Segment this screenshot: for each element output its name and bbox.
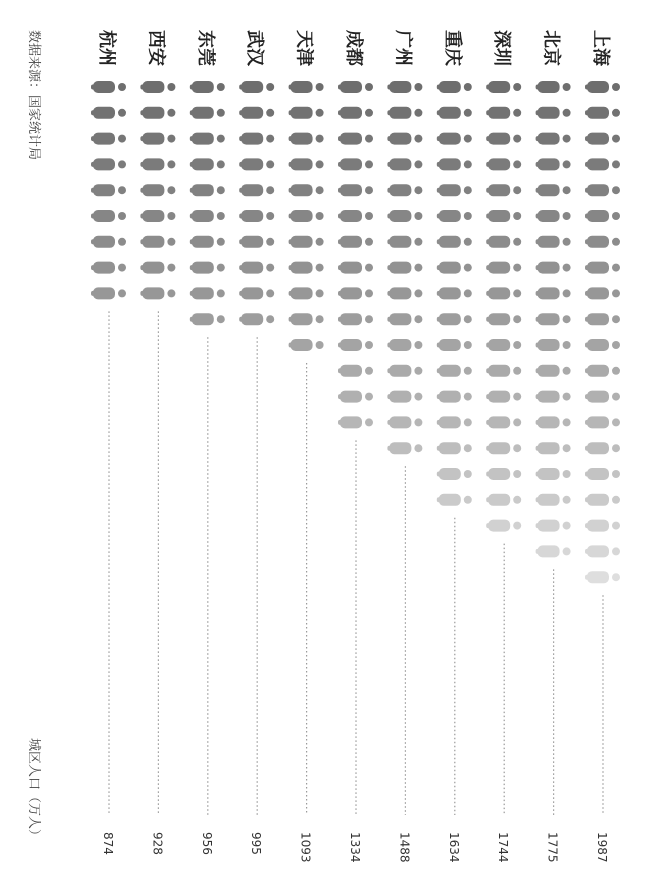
person-icon <box>486 416 521 428</box>
person-icon <box>486 365 521 377</box>
values-layer <box>101 832 609 863</box>
person-icon <box>437 236 472 248</box>
person-icon <box>437 158 472 170</box>
person-icon <box>387 442 422 454</box>
person-icon <box>289 236 324 248</box>
person-icon <box>239 158 274 170</box>
value-label: 1334 <box>348 832 362 863</box>
person-icon <box>486 287 521 299</box>
city-label: 广州 <box>392 30 414 66</box>
person-icon <box>190 210 225 222</box>
person-icon <box>437 133 472 145</box>
person-icon <box>338 236 373 248</box>
person-icon <box>536 236 571 248</box>
person-icon <box>585 158 620 170</box>
person-icon <box>536 339 571 351</box>
value-label: 1744 <box>496 832 511 863</box>
person-icon <box>536 262 571 274</box>
person-icon <box>536 365 571 377</box>
person-icon <box>486 313 521 325</box>
person-icon <box>387 365 422 377</box>
person-icon <box>585 184 620 196</box>
person-icon <box>91 210 126 222</box>
person-icon <box>585 520 620 532</box>
person-icon <box>289 262 324 274</box>
person-icon <box>536 107 571 119</box>
value-label: 1775 <box>545 832 560 863</box>
person-icon <box>536 391 571 403</box>
person-icon <box>190 287 225 299</box>
person-icon <box>387 391 422 403</box>
data-source-label: 数据来源：国家统计局 <box>26 30 41 161</box>
city-label: 成都 <box>343 30 364 66</box>
axis-title: 城区人口（万人） <box>26 738 41 843</box>
person-icon <box>486 339 521 351</box>
person-icon <box>140 184 175 196</box>
value-label: 1093 <box>298 832 313 863</box>
person-icon <box>289 133 324 145</box>
city-label: 杭州 <box>96 30 117 66</box>
value-label: 1987 <box>595 832 609 863</box>
person-icon <box>140 133 175 145</box>
person-icon <box>338 287 373 299</box>
person-icon <box>585 391 620 403</box>
person-icon <box>91 158 126 170</box>
person-icon <box>486 520 521 532</box>
person-icon <box>387 262 422 274</box>
labels-layer <box>96 30 612 67</box>
person-icon <box>338 262 373 274</box>
person-icon <box>338 158 373 170</box>
person-icon <box>585 339 620 351</box>
person-icon <box>338 81 373 93</box>
person-icon <box>536 287 571 299</box>
person-icon <box>140 81 175 93</box>
person-icon <box>239 210 274 222</box>
city-label: 深圳 <box>491 30 513 66</box>
person-icon <box>239 81 274 93</box>
person-icon <box>486 262 521 274</box>
person-icon <box>585 107 620 119</box>
person-icon <box>289 210 324 222</box>
value-label: 874 <box>101 832 115 855</box>
person-icon <box>338 416 373 428</box>
person-icon <box>140 287 175 299</box>
person-icon <box>338 391 373 403</box>
person-icon <box>289 107 324 119</box>
person-icon <box>536 442 571 454</box>
person-icon <box>437 442 472 454</box>
person-icon <box>140 210 175 222</box>
person-icon <box>486 158 521 170</box>
value-label: 928 <box>150 832 165 855</box>
value-label: 1634 <box>446 832 461 863</box>
value-label: 956 <box>199 832 214 855</box>
person-icon <box>585 571 620 583</box>
person-icon <box>437 287 472 299</box>
person-icon <box>387 210 422 222</box>
person-icon <box>536 184 571 196</box>
person-icon <box>437 81 472 93</box>
person-icon <box>486 184 521 196</box>
person-icon <box>289 339 324 351</box>
person-icon <box>387 133 422 145</box>
person-icon <box>536 313 571 325</box>
person-icon <box>486 236 521 248</box>
person-icon <box>387 81 422 93</box>
city-label: 北京 <box>540 30 562 66</box>
person-icon <box>585 210 620 222</box>
person-icon <box>190 107 225 119</box>
person-icon <box>437 262 472 274</box>
person-icon <box>91 184 126 196</box>
city-label: 武汉 <box>244 30 266 66</box>
person-icon <box>536 158 571 170</box>
person-icon <box>437 313 472 325</box>
person-icon <box>585 468 620 480</box>
person-icon <box>437 416 472 428</box>
person-icon <box>486 494 521 506</box>
person-icon <box>91 236 126 248</box>
person-icon <box>338 184 373 196</box>
value-label: 1488 <box>397 832 412 863</box>
person-icon <box>338 107 373 119</box>
person-icon <box>536 468 571 480</box>
city-label: 天津 <box>293 30 315 66</box>
person-icon <box>91 81 126 93</box>
person-icon <box>91 262 126 274</box>
city-label: 重庆 <box>441 30 463 66</box>
person-icon <box>585 81 620 93</box>
person-icon <box>486 442 521 454</box>
person-icon <box>486 391 521 403</box>
person-icon <box>437 468 472 480</box>
person-icon <box>585 442 620 454</box>
person-icon <box>387 107 422 119</box>
person-icon <box>387 339 422 351</box>
person-icon <box>239 184 274 196</box>
person-icon <box>289 287 324 299</box>
value-label: 995 <box>249 832 264 855</box>
person-icon <box>140 262 175 274</box>
person-icon <box>289 158 324 170</box>
person-icon <box>239 133 274 145</box>
person-icon <box>536 520 571 532</box>
person-icon <box>536 545 571 557</box>
person-icon <box>239 262 274 274</box>
person-icon <box>486 210 521 222</box>
person-icon <box>190 81 225 93</box>
person-icon <box>289 184 324 196</box>
person-icon <box>486 81 521 93</box>
person-icon <box>585 494 620 506</box>
person-icon <box>585 133 620 145</box>
person-icon <box>289 313 324 325</box>
person-icon <box>239 107 274 119</box>
person-icon <box>289 81 324 93</box>
person-icon <box>387 236 422 248</box>
person-icon <box>338 313 373 325</box>
person-icon <box>190 158 225 170</box>
person-icon <box>585 287 620 299</box>
person-icon <box>190 313 225 325</box>
person-icon <box>239 287 274 299</box>
leaders-layer <box>109 311 603 815</box>
person-icon <box>486 107 521 119</box>
person-icon <box>338 133 373 145</box>
person-icon <box>437 210 472 222</box>
person-icon <box>585 313 620 325</box>
city-label: 上海 <box>590 30 611 66</box>
person-icon <box>387 313 422 325</box>
person-icon <box>536 133 571 145</box>
person-icon <box>140 236 175 248</box>
person-icon <box>387 287 422 299</box>
person-icon <box>585 236 620 248</box>
person-icon <box>585 365 620 377</box>
person-icon <box>536 494 571 506</box>
city-label: 西安 <box>145 30 167 66</box>
person-icon <box>338 339 373 351</box>
person-icon <box>536 210 571 222</box>
person-icon <box>486 468 521 480</box>
person-icon <box>437 184 472 196</box>
person-icon <box>585 262 620 274</box>
person-icon <box>91 107 126 119</box>
person-icon <box>140 158 175 170</box>
icons-layer <box>91 81 620 583</box>
person-icon <box>387 184 422 196</box>
person-icon <box>190 133 225 145</box>
person-icon <box>190 236 225 248</box>
person-icon <box>140 107 175 119</box>
person-icon <box>536 416 571 428</box>
person-icon <box>585 416 620 428</box>
person-icon <box>91 287 126 299</box>
person-icon <box>387 416 422 428</box>
person-icon <box>437 339 472 351</box>
city-label: 东莞 <box>194 30 216 66</box>
person-icon <box>239 236 274 248</box>
person-icon <box>387 158 422 170</box>
person-icon <box>338 210 373 222</box>
person-icon <box>486 133 521 145</box>
person-icon <box>437 107 472 119</box>
person-icon <box>437 365 472 377</box>
person-icon <box>536 81 571 93</box>
person-icon <box>91 133 126 145</box>
person-icon <box>190 262 225 274</box>
person-icon <box>437 494 472 506</box>
person-icon <box>239 313 274 325</box>
person-icon <box>190 184 225 196</box>
person-icon <box>585 545 620 557</box>
person-icon <box>338 365 373 377</box>
person-icon <box>437 391 472 403</box>
